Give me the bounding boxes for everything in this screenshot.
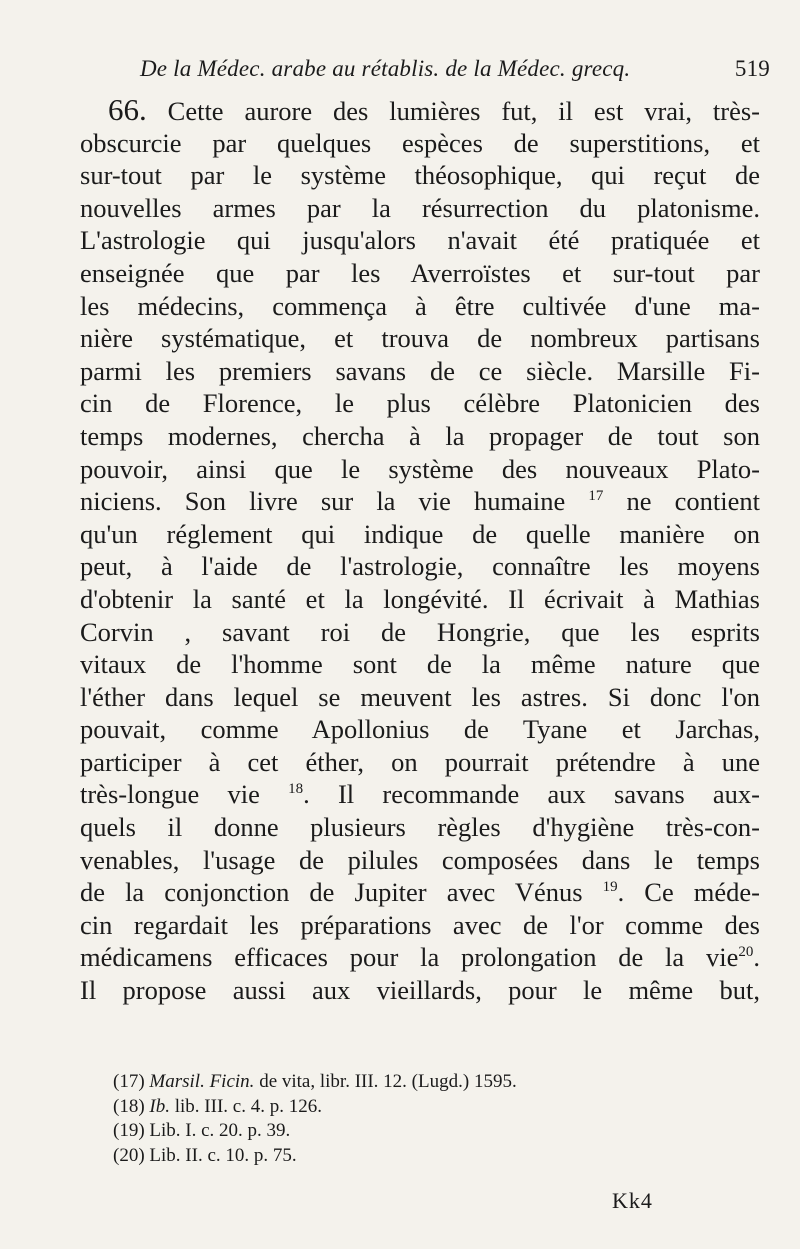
text-line: vitaux de l'homme sont de la même nature que <box>80 649 760 680</box>
paragraph-66 <box>80 94 760 1007</box>
text-line: participer à cet éther, on pourrait prétendre à une <box>80 746 760 777</box>
text-line: venables, l'usage de pilules composées dans le temps <box>80 844 760 875</box>
footnote-ref-17: 17 <box>588 488 604 505</box>
text-line: niciens. Son livre sur la vie humaine $^{17}$ ne contient <box>80 486 761 517</box>
text-line: sur-tout par le système théosophique, qui reçut de <box>80 160 760 191</box>
text-line: pouvoir, ainsi que le système des nouveaux Plato- <box>80 453 760 484</box>
text-line: médicamens efficaces pour la prolongation de la vie$^{20}$. <box>80 942 760 973</box>
footnote-ref-19: 19 <box>602 879 618 896</box>
footnotes <box>113 1070 713 1168</box>
text-line: enseignée que par les Averroïstes et sur-tout par <box>80 257 760 288</box>
footnote-20: (20) Lib. II. c. 10. p. 75. <box>113 1144 297 1166</box>
paragraph-number: 66. <box>108 92 147 127</box>
text-line: qu'un réglement qui indique de quelle manière on <box>80 518 760 549</box>
text-line: peut, à l'aide de l'astrologie, connaître les moyens <box>80 551 760 582</box>
text-line: pouvait, comme Apollonius de Tyane et Jarchas, <box>80 714 760 745</box>
text-line: obscurcie par quelques espèces de superstitions, et <box>80 127 760 158</box>
text-line: Corvin , savant roi de Hongrie, que les esprits <box>80 616 760 647</box>
text-line: 66. Cette aurore des lumières fut, il est vrai, très- <box>108 92 761 127</box>
footnote-19: (19) Lib. I. c. 20. p. 39. <box>113 1120 291 1141</box>
text-line: parmi les premiers savans de ce siècle. Marsille Fi- <box>80 355 760 386</box>
text-line: quels il donne plusieurs règles d'hygiène très-con- <box>80 812 760 843</box>
footnote-ref-20: 20 <box>738 944 754 961</box>
text-line: les médecins, commença à être cultivée d'une ma- <box>80 290 760 321</box>
text-line: de la conjonction de Jupiter avec Vénus $^{19}$. Ce méde- <box>80 877 760 908</box>
footnote-17: (17) Marsil. Ficin. de vita, libr. III. 12. (Lugd.) 1595. <box>113 1071 517 1092</box>
text-line: cin regardait les préparations avec de l'or comme des <box>80 909 760 940</box>
footnote-18: (18) Ib. lib. III. c. 4. p. 126. <box>113 1095 322 1117</box>
text-line: L'astrologie qui jusqu'alors n'avait été pratiquée et <box>80 225 760 256</box>
text-line: l'éther dans lequel se meuvent les astres. Si donc l'on <box>80 681 760 712</box>
text-line: nière systématique, et trouva de nombreux partisans <box>80 323 760 354</box>
text-line: nouvelles armes par la résurrection du platonisme. <box>80 192 760 223</box>
text-line: Il propose aussi aux vieillards, pour le même but, <box>80 975 760 1006</box>
text-line: très-longue vie $^{18}$. Il recommande aux savans aux- <box>80 779 760 810</box>
signature-mark: Kk4 <box>612 1188 653 1213</box>
text-line: d'obtenir la santé et la longévité. Il écrivait à Mathias <box>80 583 760 614</box>
running-title: De la Médec. arabe au rétablis. de la Médec. grecq. <box>140 56 631 81</box>
running-head <box>140 56 770 82</box>
footnote-ref-18: 18 <box>288 781 304 798</box>
text-line: temps modernes, chercha à la propager de tout son <box>80 420 760 451</box>
text-line: cin de Florence, le plus célèbre Platonicien des <box>80 388 760 419</box>
page-number: 519 <box>734 56 770 81</box>
